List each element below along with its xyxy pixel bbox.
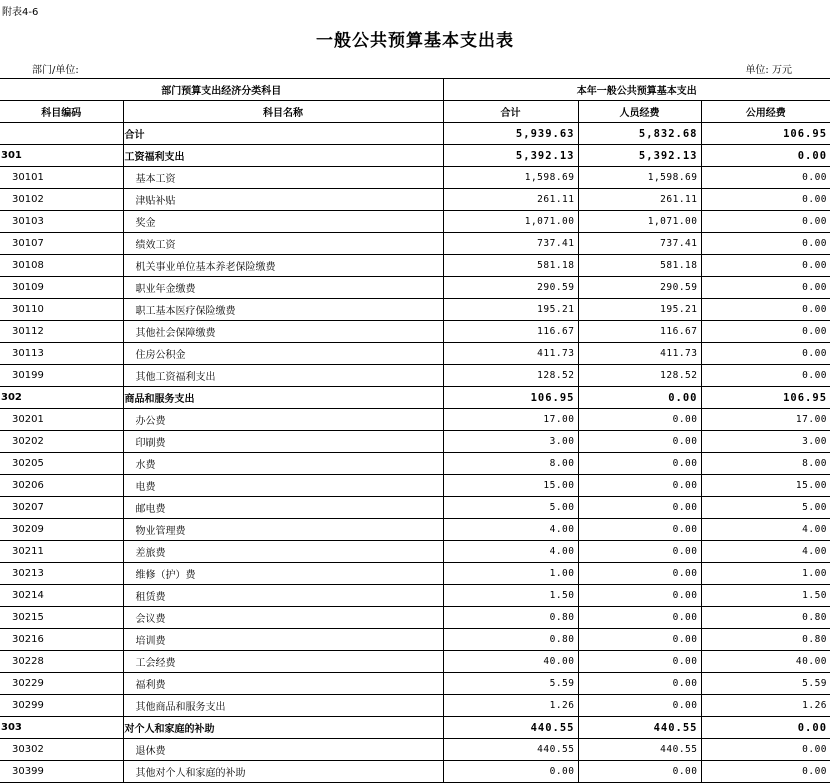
row-name: 水费 [123, 453, 443, 475]
row-code: 30214 [0, 585, 123, 607]
row-code: 30109 [0, 277, 123, 299]
row-personnel: 737.41 [578, 233, 701, 255]
row-code: 30207 [0, 497, 123, 519]
row-public: 0.00 [701, 145, 830, 167]
row-total: 106.95 [443, 387, 578, 409]
header-group-left: 部门预算支出经济分类科目 [0, 79, 443, 101]
row-total: 1,598.69 [443, 167, 578, 189]
row-personnel: 0.00 [578, 629, 701, 651]
row-personnel: 5,392.13 [578, 145, 701, 167]
row-name: 职工基本医疗保险缴费 [123, 299, 443, 321]
row-total: 1,071.00 [443, 211, 578, 233]
row-code: 30201 [0, 409, 123, 431]
row-name: 邮电费 [123, 497, 443, 519]
row-public: 0.00 [701, 365, 830, 387]
table-row [0, 145, 830, 167]
row-personnel: 0.00 [578, 651, 701, 673]
row-name: 商品和服务支出 [123, 387, 443, 409]
table-row [0, 321, 830, 343]
attachment-label: 附表4-6 [2, 7, 39, 18]
row-total: 5.00 [443, 497, 578, 519]
table-body [0, 123, 830, 783]
table-row [0, 563, 830, 585]
row-personnel: 0.00 [578, 497, 701, 519]
row-name: 印刷费 [123, 431, 443, 453]
row-total: 261.11 [443, 189, 578, 211]
row-personnel: 5,832.68 [578, 123, 701, 145]
row-code: 30216 [0, 629, 123, 651]
table-row [0, 739, 830, 761]
row-total: 581.18 [443, 255, 578, 277]
table-row [0, 409, 830, 431]
row-total: 411.73 [443, 343, 578, 365]
header-code: 科目编码 [0, 101, 123, 123]
row-public: 0.00 [701, 277, 830, 299]
table-row [0, 387, 830, 409]
row-personnel: 290.59 [578, 277, 701, 299]
page-title: 一般公共预算基本支出表 [316, 31, 514, 51]
row-name: 合计 [123, 123, 443, 145]
table-row [0, 277, 830, 299]
row-code: 30110 [0, 299, 123, 321]
row-name: 退休费 [123, 739, 443, 761]
budget-table [0, 78, 830, 783]
row-total: 116.67 [443, 321, 578, 343]
row-name: 其他对个人和家庭的补助 [123, 761, 443, 783]
row-total: 5,939.63 [443, 123, 578, 145]
row-total: 4.00 [443, 519, 578, 541]
row-code: 30108 [0, 255, 123, 277]
row-public: 0.00 [701, 211, 830, 233]
row-public: 5.00 [701, 497, 830, 519]
row-code: 30103 [0, 211, 123, 233]
row-personnel: 0.00 [578, 695, 701, 717]
row-personnel: 0.00 [578, 585, 701, 607]
row-personnel: 411.73 [578, 343, 701, 365]
row-personnel: 440.55 [578, 739, 701, 761]
row-code: 30113 [0, 343, 123, 365]
table-row [0, 255, 830, 277]
table-row [0, 585, 830, 607]
row-total: 5,392.13 [443, 145, 578, 167]
row-public: 0.00 [701, 761, 830, 783]
row-total: 1.50 [443, 585, 578, 607]
row-personnel: 0.00 [578, 475, 701, 497]
row-code: 303 [0, 717, 123, 739]
unit-label: 单位: 万元 [745, 65, 792, 76]
row-total: 128.52 [443, 365, 578, 387]
table-row [0, 299, 830, 321]
row-total: 0.80 [443, 629, 578, 651]
row-code: 30199 [0, 365, 123, 387]
header-group-right: 本年一般公共预算基本支出 [443, 79, 830, 101]
row-personnel: 581.18 [578, 255, 701, 277]
row-personnel: 440.55 [578, 717, 701, 739]
row-total: 3.00 [443, 431, 578, 453]
department-label: 部门/单位: [32, 65, 79, 76]
row-total: 17.00 [443, 409, 578, 431]
row-public: 8.00 [701, 453, 830, 475]
row-public: 0.80 [701, 607, 830, 629]
row-total: 195.21 [443, 299, 578, 321]
row-code: 302 [0, 387, 123, 409]
row-code: 30211 [0, 541, 123, 563]
row-name: 其他工资福利支出 [123, 365, 443, 387]
row-total: 440.55 [443, 717, 578, 739]
table-row [0, 453, 830, 475]
table-row [0, 167, 830, 189]
header-public: 公用经费 [701, 101, 830, 123]
table-row [0, 475, 830, 497]
row-name: 维修（护）费 [123, 563, 443, 585]
row-name: 差旅费 [123, 541, 443, 563]
row-public: 1.26 [701, 695, 830, 717]
row-name: 基本工资 [123, 167, 443, 189]
row-personnel: 0.00 [578, 673, 701, 695]
row-total: 40.00 [443, 651, 578, 673]
table-row [0, 211, 830, 233]
row-code: 30228 [0, 651, 123, 673]
row-name: 其他商品和服务支出 [123, 695, 443, 717]
row-public: 5.59 [701, 673, 830, 695]
table-row [0, 431, 830, 453]
row-code: 30102 [0, 189, 123, 211]
row-total: 0.00 [443, 761, 578, 783]
row-public: 1.50 [701, 585, 830, 607]
table-row [0, 365, 830, 387]
row-total: 8.00 [443, 453, 578, 475]
row-personnel: 1,598.69 [578, 167, 701, 189]
row-name: 会议费 [123, 607, 443, 629]
row-public: 0.00 [701, 255, 830, 277]
row-total: 5.59 [443, 673, 578, 695]
row-code: 30229 [0, 673, 123, 695]
row-name: 其他社会保障缴费 [123, 321, 443, 343]
row-name: 职业年金缴费 [123, 277, 443, 299]
row-total: 290.59 [443, 277, 578, 299]
row-name: 租赁费 [123, 585, 443, 607]
row-total: 1.26 [443, 695, 578, 717]
row-public: 0.00 [701, 739, 830, 761]
table-row [0, 233, 830, 255]
row-personnel: 0.00 [578, 607, 701, 629]
row-code: 301 [0, 145, 123, 167]
row-name: 绩效工资 [123, 233, 443, 255]
row-public: 106.95 [701, 387, 830, 409]
row-personnel: 116.67 [578, 321, 701, 343]
row-personnel: 0.00 [578, 519, 701, 541]
row-name: 对个人和家庭的补助 [123, 717, 443, 739]
row-code: 30206 [0, 475, 123, 497]
table-row [0, 695, 830, 717]
row-code: 30302 [0, 739, 123, 761]
row-public: 4.00 [701, 519, 830, 541]
row-public: 4.00 [701, 541, 830, 563]
row-total: 0.80 [443, 607, 578, 629]
row-code [0, 123, 123, 145]
row-name: 工资福利支出 [123, 145, 443, 167]
row-public: 0.00 [701, 167, 830, 189]
row-personnel: 0.00 [578, 453, 701, 475]
row-personnel: 1,071.00 [578, 211, 701, 233]
row-public: 106.95 [701, 123, 830, 145]
table-row [0, 607, 830, 629]
header-total: 合计 [443, 101, 578, 123]
row-total: 440.55 [443, 739, 578, 761]
table-row [0, 673, 830, 695]
row-public: 0.00 [701, 299, 830, 321]
row-public: 0.00 [701, 717, 830, 739]
table-row [0, 629, 830, 651]
row-name: 工会经费 [123, 651, 443, 673]
table-row [0, 717, 830, 739]
row-personnel: 195.21 [578, 299, 701, 321]
table-row [0, 519, 830, 541]
row-code: 30299 [0, 695, 123, 717]
table-row [0, 761, 830, 783]
table-row [0, 541, 830, 563]
row-personnel: 0.00 [578, 563, 701, 585]
row-name: 电费 [123, 475, 443, 497]
row-name: 物业管理费 [123, 519, 443, 541]
row-public: 15.00 [701, 475, 830, 497]
row-public: 0.00 [701, 189, 830, 211]
row-public: 17.00 [701, 409, 830, 431]
row-total: 1.00 [443, 563, 578, 585]
row-public: 0.00 [701, 343, 830, 365]
row-code: 30205 [0, 453, 123, 475]
row-personnel: 0.00 [578, 761, 701, 783]
row-total: 737.41 [443, 233, 578, 255]
row-code: 30112 [0, 321, 123, 343]
row-code: 30107 [0, 233, 123, 255]
row-code: 30101 [0, 167, 123, 189]
row-public: 0.00 [701, 233, 830, 255]
table-row [0, 123, 830, 145]
row-personnel: 261.11 [578, 189, 701, 211]
row-personnel: 0.00 [578, 431, 701, 453]
row-code: 30215 [0, 607, 123, 629]
row-public: 1.00 [701, 563, 830, 585]
row-name: 奖金 [123, 211, 443, 233]
table-row [0, 651, 830, 673]
row-personnel: 0.00 [578, 409, 701, 431]
row-personnel: 0.00 [578, 541, 701, 563]
header-group-row [0, 79, 830, 101]
row-personnel: 128.52 [578, 365, 701, 387]
table-row [0, 343, 830, 365]
row-public: 0.80 [701, 629, 830, 651]
row-name: 办公费 [123, 409, 443, 431]
row-code: 30209 [0, 519, 123, 541]
table-row [0, 497, 830, 519]
row-total: 15.00 [443, 475, 578, 497]
row-code: 30202 [0, 431, 123, 453]
row-name: 津贴补贴 [123, 189, 443, 211]
row-name: 福利费 [123, 673, 443, 695]
header-personnel: 人员经费 [578, 101, 701, 123]
row-name: 培训费 [123, 629, 443, 651]
header-name: 科目名称 [123, 101, 443, 123]
row-public: 3.00 [701, 431, 830, 453]
table-row [0, 189, 830, 211]
header-column-row [0, 101, 830, 123]
row-personnel: 0.00 [578, 387, 701, 409]
row-name: 住房公积金 [123, 343, 443, 365]
row-public: 0.00 [701, 321, 830, 343]
row-public: 40.00 [701, 651, 830, 673]
row-name: 机关事业单位基本养老保险缴费 [123, 255, 443, 277]
row-total: 4.00 [443, 541, 578, 563]
row-code: 30213 [0, 563, 123, 585]
row-code: 30399 [0, 761, 123, 783]
